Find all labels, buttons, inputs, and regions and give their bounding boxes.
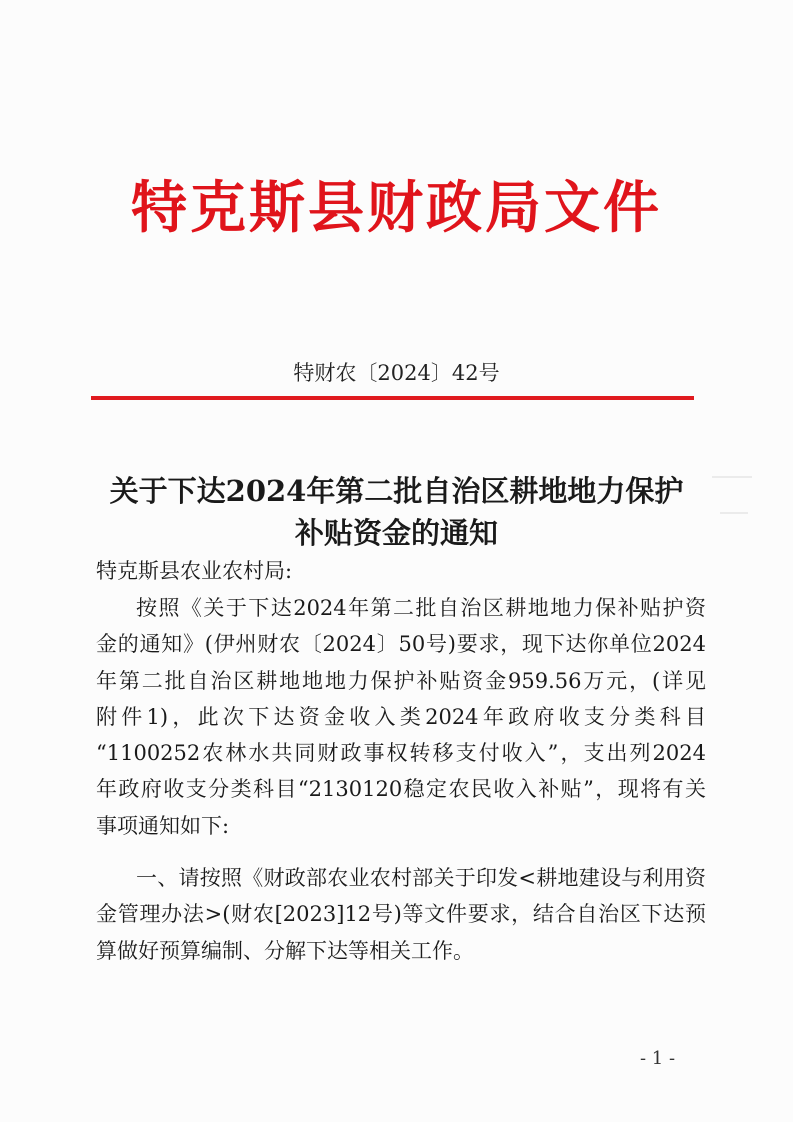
page-number: - 1 - <box>640 1048 676 1069</box>
paragraph-line: 一、请按照《财政部农业农村部关于印发<耕地建设与利用资 <box>136 866 706 890</box>
paragraph-line: 年第二批自治区耕地地地力保护补贴资金959.56万元，(详见 <box>96 668 706 693</box>
notice-title-line-1: 关于下达2024年第二批自治区耕地地力保护 <box>109 474 684 508</box>
paragraph-line: 事项通知如下: <box>96 813 230 838</box>
body-paragraph-2 <box>96 860 706 969</box>
paragraph-line: 年政府收支分类科目“2130120稳定农民收入补贴”，现将有关 <box>96 777 706 802</box>
paragraph-line: 金的通知》(伊州财农〔2024〕50号)要求，现下达你单位2024 <box>96 632 706 657</box>
paragraph-line: 按照《关于下达2024年第二批自治区耕地地力保补贴护资 <box>136 596 706 620</box>
paragraph-line: 金管理办法>(财农[2023]12号)等文件要求，结合自治区下达预 <box>96 902 706 927</box>
recipient-line: 特克斯县农业农村局: <box>96 559 293 583</box>
scan-artifact <box>712 476 752 478</box>
notice-title <box>60 470 733 554</box>
red-separator-line <box>91 396 694 400</box>
notice-title-line-2: 补贴资金的通知 <box>294 516 498 550</box>
document-number: 特财农〔2024〕42号 <box>293 361 500 385</box>
scan-artifact <box>720 512 748 514</box>
paragraph-line: 算做好预算编制、分解下达等相关工作。 <box>96 938 474 963</box>
issuing-authority-header: 特克斯县财政局文件 <box>131 175 662 241</box>
paragraph-line: “1100252农林水共同财政事权转移支付收入”，支出列2024 <box>96 741 706 766</box>
body-paragraph-1 <box>96 590 706 844</box>
paragraph-line: 附件1)，此次下达资金收入类2024年政府收支分类科目 <box>96 704 706 729</box>
